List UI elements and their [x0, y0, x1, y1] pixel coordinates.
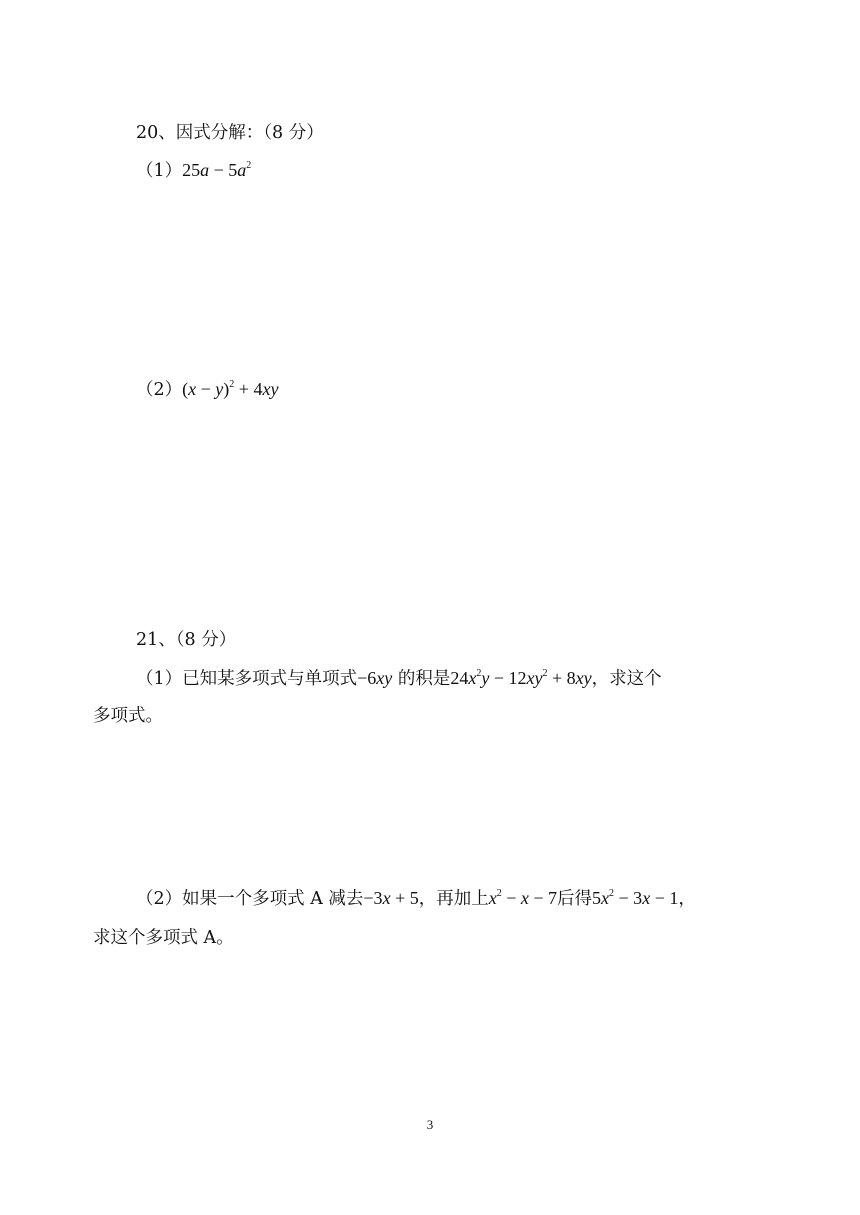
- q21-part2-addend: $x^2 - x - 7$: [488, 888, 558, 908]
- q21-part2-text-c: 后得: [557, 889, 593, 909]
- q21-part2-line2: 求这个多项式 A。: [93, 928, 234, 948]
- page-number: 3: [426, 1117, 434, 1132]
- q21-heading: 21、（8 分）: [136, 630, 237, 650]
- q20-part2: [136, 377, 278, 405]
- q21-part2-line1: [136, 886, 696, 914]
- q20-heading: 20、因式分解：（8 分）: [136, 123, 324, 143]
- q21-part2-text-a: （2）如果一个多项式 A 减去: [136, 889, 364, 909]
- q20-part2-label: （2）: [136, 380, 183, 400]
- q21-part1-line1: [136, 666, 662, 694]
- q21-part1-monomial: −6xy: [357, 668, 393, 688]
- q21-part1-text-a: （1）已知某多项式与单项式: [136, 669, 358, 689]
- q21-part1-line2: 多项式。: [93, 706, 163, 726]
- q20-part2-expression: $(x - y)^2 + 4xy$: [182, 379, 279, 399]
- q21-part2-result: $5x^2 - 3x - 1$: [592, 888, 679, 908]
- q21-part1-text-b: 的积是: [397, 669, 451, 689]
- q20-part1-label: （1）: [136, 161, 183, 181]
- q20-part1-expression: $25a - 5a^2$: [182, 160, 252, 180]
- q20-part1: [136, 158, 251, 186]
- q21-part2-text-b: ，再加上: [418, 889, 489, 909]
- q21-part2-subtrahend: −3x + 5: [363, 888, 419, 908]
- q21-part1-product: $24x^2y - 12xy^2 + 8xy$: [450, 668, 592, 688]
- q21-part2-text-d: ，: [678, 889, 696, 909]
- q21-part1-text-c: ，求这个: [591, 669, 662, 689]
